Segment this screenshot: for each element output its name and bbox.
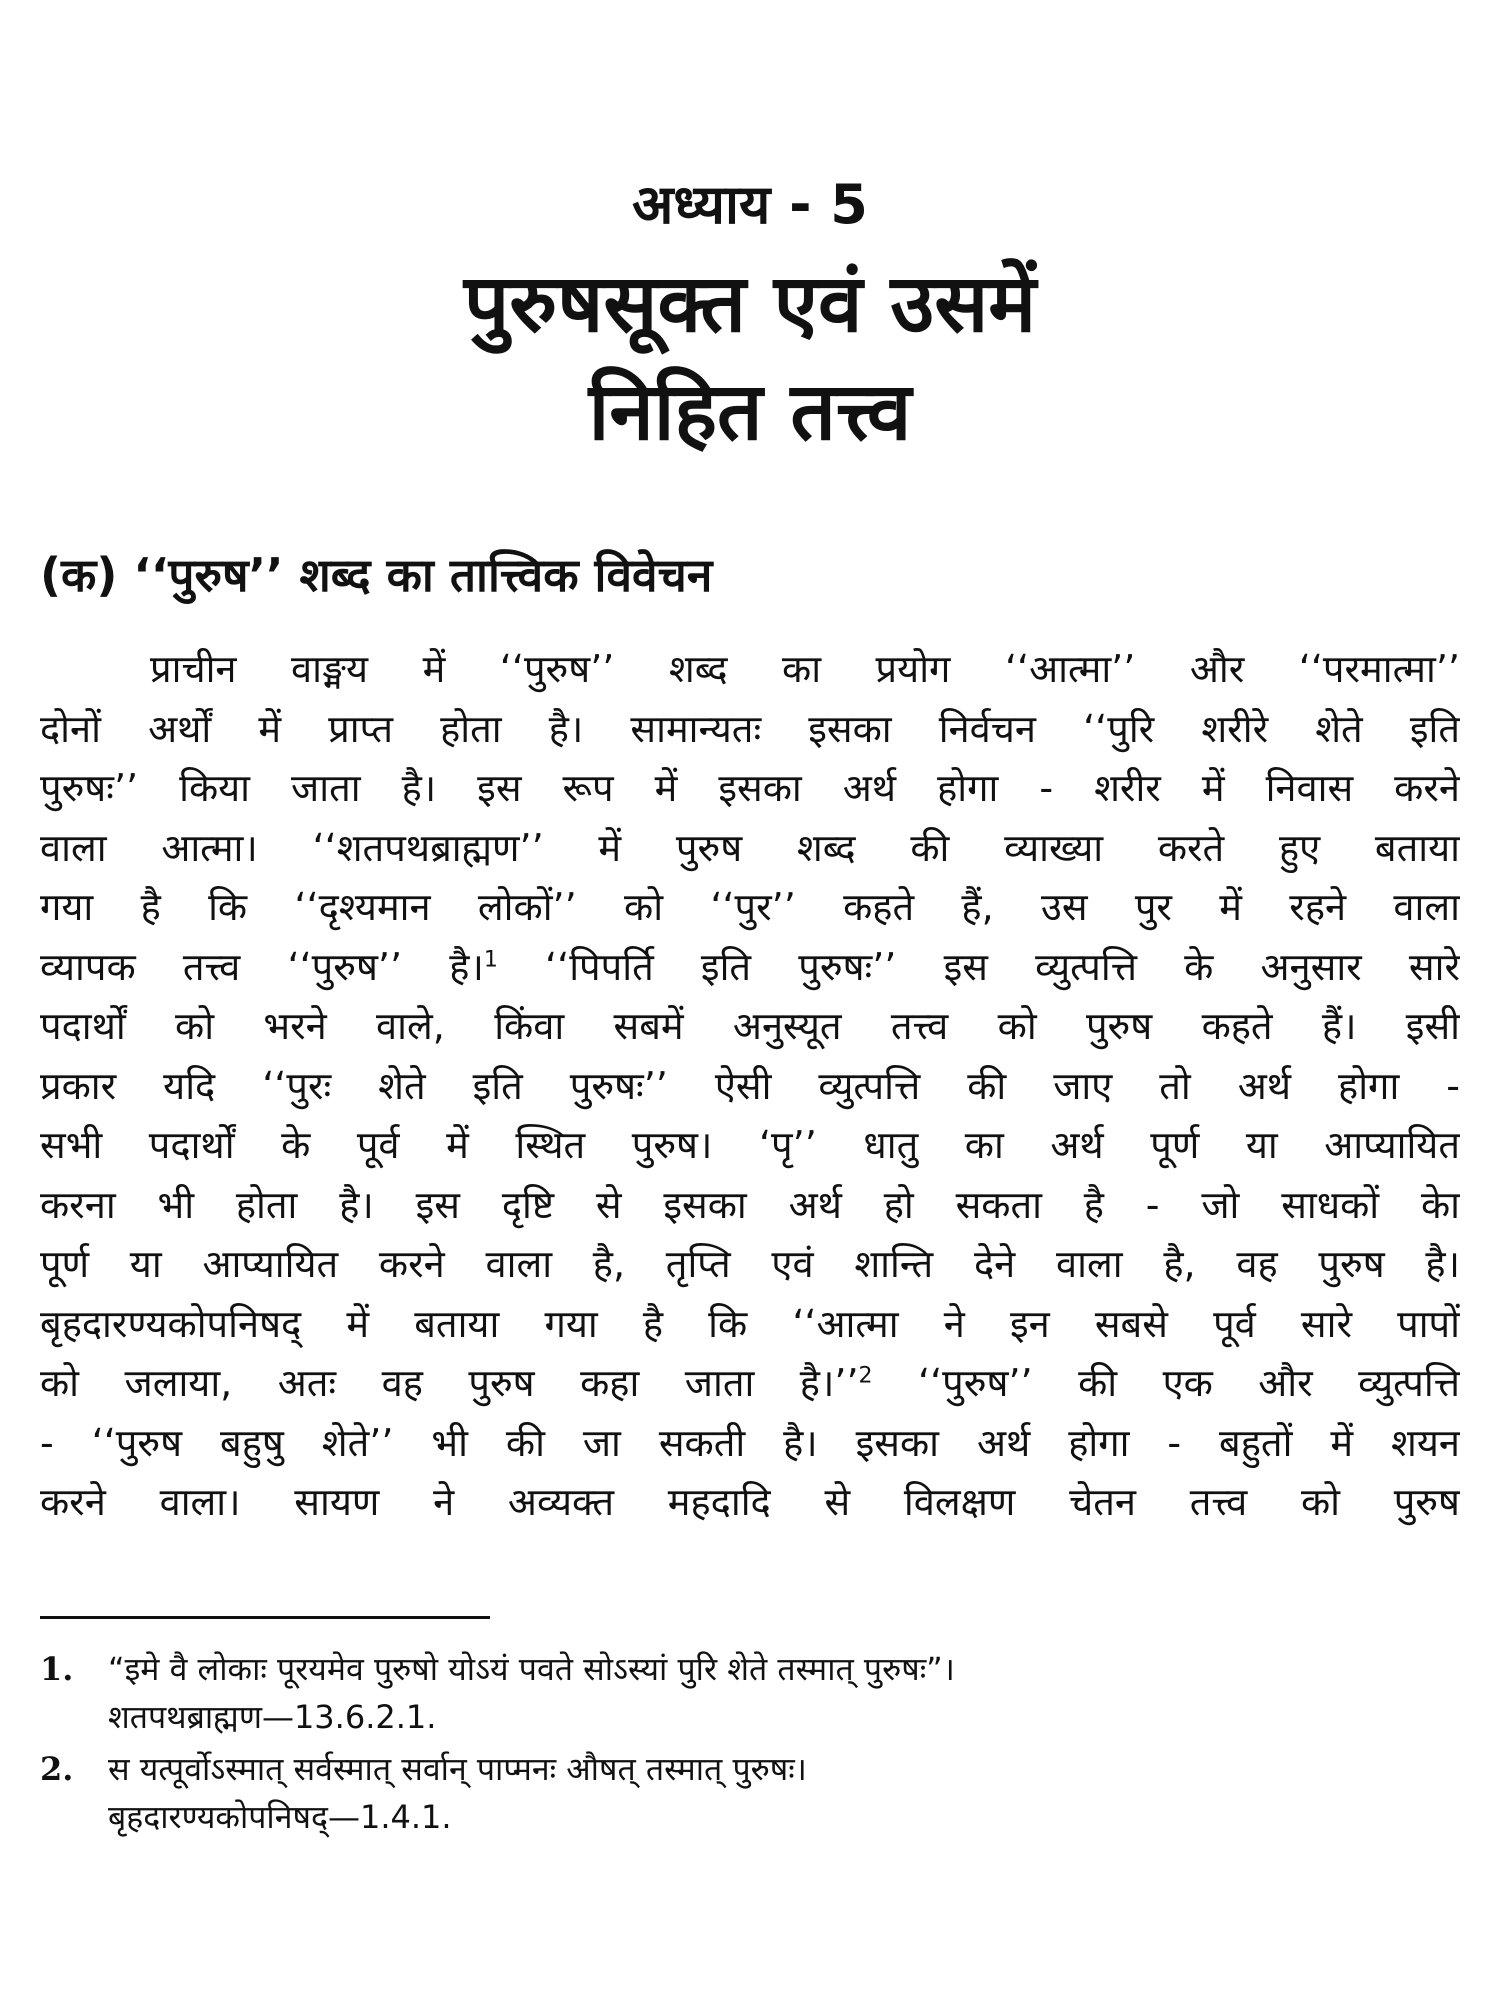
body-line: वाला आत्मा। ‘‘शतपथब्राह्मण’’ में पुरुष शब्द की व्याख्या करते हुए बताया xyxy=(40,825,1460,870)
chapter-number: अध्याय - 5 xyxy=(632,173,868,236)
body-line: करना भी होता है। इस दृष्टि से इसका अर्थ हो सकता है - जो साधकों केा xyxy=(40,1182,1460,1227)
body-line-segment: ‘‘पुरुष’’ की एक और व्युत्पत्ति xyxy=(872,1361,1460,1405)
footnote-source: बृहदारण्यकोपनिषद्—1.4.1. xyxy=(108,1798,452,1836)
body-line: - ‘‘पुरुष बहुषु शेते’’ भी की जा सकती है। इसका अर्थ होगा - बहुतों में शयन xyxy=(40,1420,1460,1465)
chapter-title-line-1: पुरुषसूक्त एवं उसमें xyxy=(463,257,1037,350)
footnote-text: “इमे वै लोकाः पूरयमेव पुरुषो योऽयं पवते सोऽस्यां पुरि शेते तस्मात् पुरुषः”। xyxy=(108,1650,955,1688)
footnote-number: 2. xyxy=(40,1750,74,1788)
footnote-reference-1: 1 xyxy=(483,946,498,972)
footnotes xyxy=(40,1645,1460,1845)
body-line: गया है कि ‘‘दृश्यमान लोकों’’ को ‘‘पुर’’ कहते हैं, उस पुर में रहने वाला xyxy=(40,885,1460,929)
footnote-reference-2: 2 xyxy=(858,1363,873,1389)
chapter-title-line-2: निहित तत्त्व xyxy=(588,365,912,458)
body-line xyxy=(40,938,1460,998)
body-line: पुरुषः’’ किया जाता है। इस रूप में इसका अर्थ होगा - शरीर में निवास करने xyxy=(40,766,1460,810)
footnote-body xyxy=(108,1745,1460,1841)
body-line: सभी पदार्थों के पूर्व में स्थित पुरुष। ‘पृ’’ धातु का अर्थ पूर्ण या आप्यायित xyxy=(40,1123,1460,1167)
footnote-2 xyxy=(40,1745,1460,1841)
body-paragraph xyxy=(40,640,1460,1533)
body-line-segment: को जलाया, अतः वह पुरुष कहा जाता है।’’ xyxy=(40,1361,859,1405)
body-line: करने वाला। सायण ने अव्यक्त महदादि से विलक्षण चेतन तत्त्व को पुरुष xyxy=(40,1480,1460,1524)
footnote-divider xyxy=(40,1616,490,1619)
body-line: प्राचीन वाङ्मय में ‘‘पुरुष’’ शब्द का प्रयोग ‘‘आत्मा’’ और ‘‘परमात्मा’’ xyxy=(150,647,1460,691)
section-heading: (क) ‘‘पुरुष’’ शब्द का तात्त्विक विवेचन xyxy=(40,548,713,602)
body-line xyxy=(40,1354,1460,1414)
footnote-body xyxy=(108,1645,1460,1741)
body-line: पदार्थों को भरने वाले, किंवा सबमें अनुस्यूत तत्त्व को पुरुष कहते हैं। इसी xyxy=(40,1004,1460,1048)
chapter-title xyxy=(0,250,1500,466)
footnote-1 xyxy=(40,1645,1460,1741)
body-line: बृहदारण्यकोपनिषद् में बताया गया है कि ‘‘आत्मा ने इन सबसे पूर्व सारे पापों xyxy=(40,1301,1460,1346)
body-line: पूर्ण या आप्यायित करने वाला है, तृप्ति एवं शान्ति देने वाला है, वह पुरुष है। xyxy=(40,1242,1460,1286)
footnote-number: 1. xyxy=(40,1650,74,1688)
body-line: प्रकार यदि ‘‘पुरः शेते इति पुरुषः’’ ऐसी व्युत्पत्ति की जाए तो अर्थ होगा - xyxy=(40,1063,1460,1108)
body-line-segment: व्यापक तत्त्व ‘‘पुरुष’’ है। xyxy=(40,944,484,989)
body-line: दोनों अर्थों में प्राप्त होता है। सामान्यतः इसका निर्वचन ‘‘पुरि शरीरे शेते इति xyxy=(40,706,1460,751)
footnote-source: शतपथब्राह्मण—13.6.2.1. xyxy=(108,1698,437,1736)
footnote-text: स यत्पूर्वोऽस्मात् सर्वस्मात् सर्वान् पाप्मनः औषत् तस्मात् पुरुषः। xyxy=(108,1750,807,1788)
body-line-segment: ‘‘पिपर्ति इति पुरुषः’’ इस व्युत्पत्ति के अनुसार सारे xyxy=(497,944,1460,989)
